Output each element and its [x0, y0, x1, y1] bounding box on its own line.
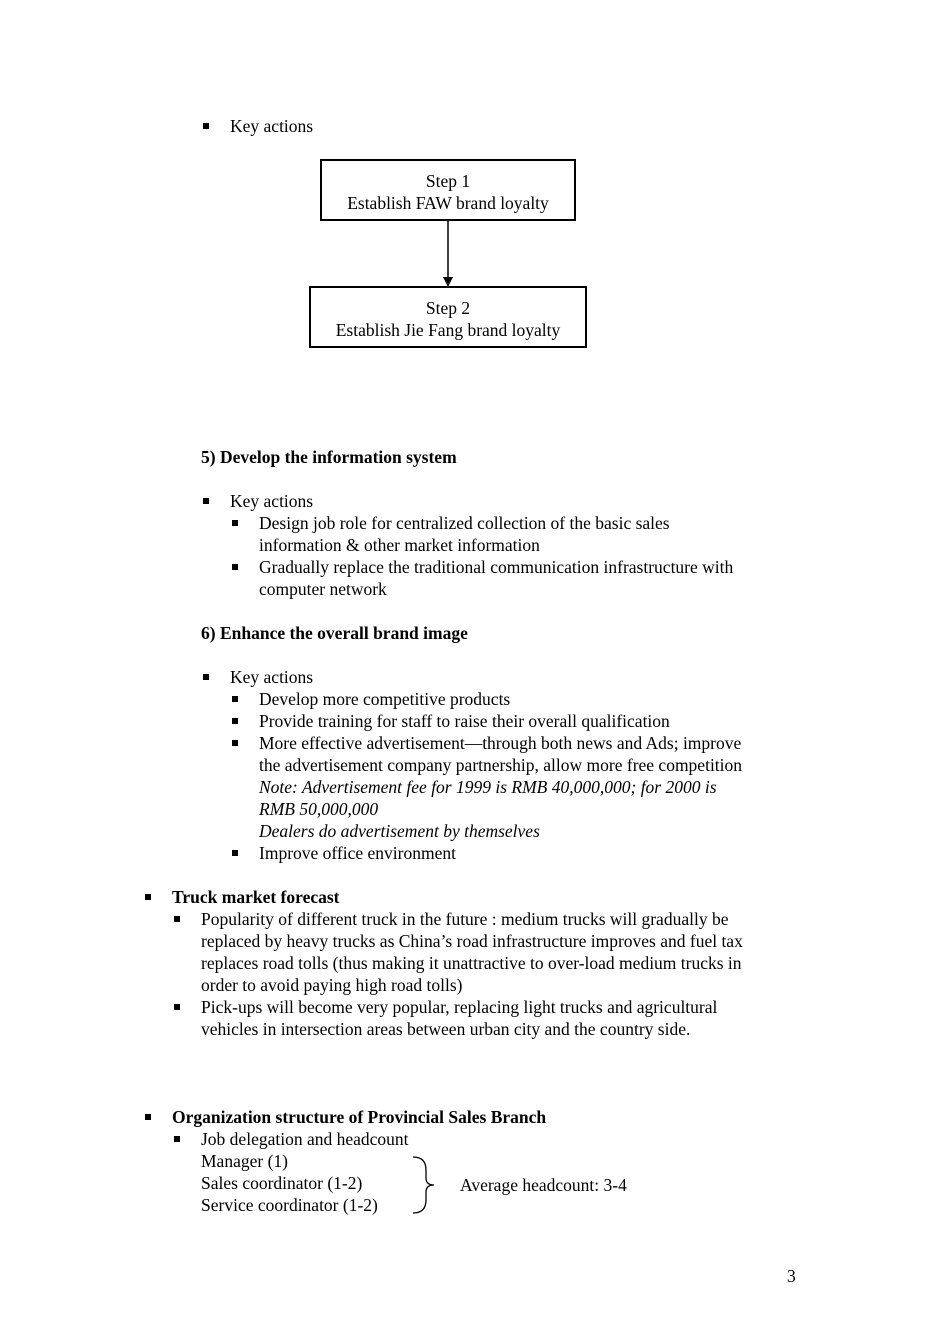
list-item-text: order to avoid paying high road tolls)	[201, 975, 463, 995]
org-subheading: Job delegation and headcount	[201, 1129, 409, 1149]
step1-title: Step 1	[425, 171, 471, 191]
note-text: Dealers do advertisement by themselves	[259, 821, 540, 841]
list-item-text: vehicles in intersection areas between urban city and the country side.	[201, 1019, 691, 1039]
list-item-text: replaces road tolls (thus making it unattractive to over-load medium trucks in	[201, 953, 742, 973]
list-item-text: More effective advertisement—through both news and Ads; improve	[259, 733, 742, 753]
step2-text: Establish Jie Fang brand loyalty	[335, 320, 561, 340]
list-item-text: Design job role for centralized collection of the basic sales	[259, 513, 670, 533]
role-sales-coordinator: Sales coordinator (1-2)	[201, 1173, 363, 1193]
key-actions-label: Key actions	[230, 116, 314, 136]
role-manager: Manager (1)	[201, 1151, 288, 1171]
note-text: Note: Advertisement fee for 1999 is RMB 40,000,000; for 2000 is	[259, 777, 717, 797]
list-item-text: Popularity of different truck in the future : medium trucks will gradually be	[201, 909, 729, 929]
key-actions-label: Key actions	[230, 667, 314, 687]
average-headcount: Average headcount: 3-4	[460, 1175, 627, 1195]
list-item-text: Pick-ups will become very popular, replacing light trucks and agricultural	[201, 997, 718, 1017]
section6-heading: 6) Enhance the overall brand image	[201, 623, 468, 643]
list-item-text: Develop more competitive products	[259, 689, 511, 709]
step2-title: Step 2	[425, 298, 471, 318]
list-item-text: Improve office environment	[259, 843, 456, 863]
org-heading: Organization structure of Provincial Sales Branch	[172, 1107, 547, 1127]
note-text: RMB 50,000,000	[259, 799, 379, 819]
step1-text: Establish FAW brand loyalty	[347, 193, 549, 213]
list-item-text: Provide training for staff to raise their overall qualification	[259, 711, 670, 731]
forecast-heading: Truck market forecast	[172, 887, 340, 907]
role-service-coordinator: Service coordinator (1-2)	[201, 1195, 378, 1215]
list-item-text: information & other market information	[259, 535, 540, 555]
list-item-text: replaced by heavy trucks as China’s road infrastructure improves and fuel tax	[201, 931, 743, 951]
page-number: 3	[787, 1266, 796, 1286]
key-actions-label: Key actions	[230, 491, 314, 511]
list-item-text: the advertisement company partnership, allow more free competition	[259, 755, 743, 775]
list-item-text: computer network	[259, 579, 387, 599]
section5-heading: 5) Develop the information system	[201, 447, 457, 467]
list-item-text: Gradually replace the traditional communication infrastructure with	[259, 557, 734, 577]
